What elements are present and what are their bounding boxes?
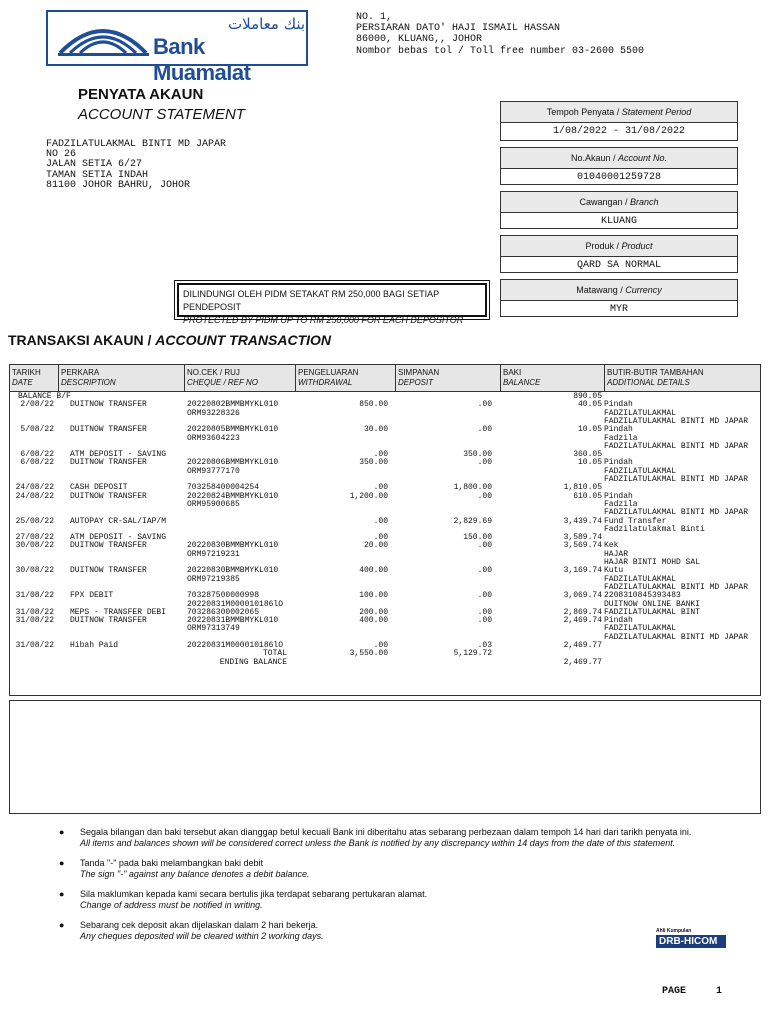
row-balance: 3,169.74 [563,566,602,576]
row-date: 31/08/22 [15,591,54,601]
table-header [10,365,760,392]
row-withdrawal: 100.00 [359,591,388,601]
row-balance: 1,810.05 [563,483,602,493]
row-deposit: 2,829.69 [453,516,492,526]
row-ref: 20220802BMMBMYKL010 [187,400,279,410]
row-description: DUITNOW TRANSFER [70,491,147,501]
bank-logo [46,10,308,85]
row-date: 2/08/22 [20,400,54,410]
row-additional: Pindah [604,616,633,626]
note-english: All items and balances shown will be considered correct unless the Bank is notified by any discrepancy within 14 days from the date of this statement. [80,837,676,848]
row-description: DUITNOW TRANSFER [70,616,147,626]
title-english: ACCOUNT STATEMENT [78,106,245,123]
product-label: Produk / Product [501,236,737,257]
row-additional: Kek [604,541,619,551]
row-additional: FADZILATULAKMAL BINTI MD JAPAR [604,508,749,518]
row-deposit: .00 [477,591,492,601]
col-balance: BAKI BALANCE [503,368,541,387]
row-deposit: .00 [477,400,492,410]
row-date: 31/08/22 [15,607,54,617]
row-additional: Pindah [604,425,633,435]
note-english: The sign "-" against any balance denotes a debit balance. [80,868,310,879]
row-additional: Pindah [604,400,633,410]
account-number-label: No.Akaun / Account No. [501,148,737,169]
row-withdrawal: 30.00 [363,425,388,435]
row-additional: FADZILATULAKMAL [604,624,677,634]
row-deposit: .00 [477,491,492,501]
row-date: 6/08/22 [20,450,54,460]
row-description: ATM DEPOSIT - SAVING [70,450,167,460]
row-description: DUITNOW TRANSFER [70,400,147,410]
note-item: ● Sebarang cek deposit akan dijelaskan dalam 2 hari bekerja. Any cheques deposited will be cleared within 2 working days. [59,920,324,941]
col-description: PERKARA DESCRIPTION [61,368,116,387]
row-balance: 3,589.74 [563,533,602,543]
row-additional: HAJAR [604,549,629,559]
row-description: DUITNOW TRANSFER [70,425,147,435]
row-additional: FADZILATULAKMAL BINTI MD JAPAR [604,416,749,426]
note-english: Change of address must be notified in writing. [80,899,263,910]
row-balance: 3,569.74 [563,541,602,551]
row-ref: 20220831M000010186lO [187,641,284,650]
col-date: TARIKH DATE [12,368,41,387]
row-deposit: 350.00 [463,450,492,460]
note-item: ● Tanda "-" pada baki melambangkan baki debit The sign "-" against any balance denotes a debit balance. [59,858,310,879]
row-date: BALANCE B/F [18,392,71,401]
row-ref: ORM93604223 [187,433,240,443]
row-description: AUTOPAY CR-SAL/IAP/M [70,516,167,526]
row-deposit: 5,129.72 [453,649,492,659]
row-balance: 40.05 [577,400,602,410]
col-deposit: SIMPANAN DEPOSIT [398,368,440,387]
row-ref: ORM97313749 [187,624,240,634]
bank-arabic-name: بنك معاملات [228,15,306,33]
row-additional: FADZILATULAKMAL [604,408,677,418]
row-ref: ORM97219385 [187,574,240,584]
row-description: ATM DEPOSIT - SAVING [70,533,167,543]
row-ref: 703287500000998 [187,591,260,601]
pidm-malay: DILINDUNGI OLEH PIDM SETAKAT RM 250,000 BAGI SETIAP PENDEPOSIT [183,289,439,312]
row-additional: FADZILATULAKMAL BINTI MD JAPAR [604,582,749,592]
row-withdrawal: 350.00 [359,458,388,468]
row-description: DUITNOW TRANSFER [70,541,147,551]
row-description: FPX DEBIT [70,591,114,601]
row-additional: FADZILATULAKMAL BINT [604,607,701,617]
note-malay: Tanda "-" pada baki melambangkan baki debit [80,858,264,868]
row-balance: 890.05 [573,392,602,401]
row-additional: DUITNOW ONLINE BANKI [604,599,701,609]
branch-label: Cawangan / Branch [501,192,737,213]
row-ref: 20220830BMMBMYKL010 [187,541,279,551]
row-deposit: .00 [477,566,492,576]
row-withdrawal: 20.00 [363,541,388,551]
row-balance: 360.05 [573,450,602,460]
row-withdrawal: .00 [373,516,388,526]
row-deposit: .00 [477,607,492,617]
row-ref: 703286300002065 [187,607,260,617]
row-withdrawal: 3,550.00 [349,649,388,659]
row-ref: 20220824BMMBMYKL010 [187,491,279,501]
row-additional: FADZILATULAKMAL [604,574,677,584]
row-ref: ENDING BALANCE [219,657,287,667]
row-balance: 2,469.77 [563,657,602,667]
row-balance: 3,439.74 [563,516,602,526]
row-deposit: 150.00 [463,533,492,543]
row-withdrawal: .00 [373,641,388,650]
row-ref: 20220831M000010186lO [187,599,284,609]
table-row [10,658,760,668]
row-ref: ORM93228326 [187,408,240,418]
row-withdrawal: 400.00 [359,616,388,626]
row-deposit: .00 [477,616,492,626]
note-item: ● Segala bilangan dan baki tersebut akan dianggap betul kecuali Bank ini diberitahu atas sebarang perbezaan dalam tempoh 14 hari dari tarikh penyata ini. All items and balances shown will be considered correct unless the Bank is notified by any discrepancy within 14 days from the date of this statement. [59,827,692,848]
row-withdrawal: 1,200.00 [349,491,388,501]
statement-period-value: 1/08/2022 - 31/08/2022 [552,126,686,137]
row-additional: Kutu [604,566,624,576]
row-balance: 2,469.74 [563,616,602,626]
row-description: DUITNOW TRANSFER [70,566,147,576]
drb-member-label: Ahli Kumpulan [656,928,692,934]
row-date: 30/08/22 [15,541,54,551]
row-date: 24/08/22 [15,483,54,493]
account-number-box [500,147,738,185]
row-deposit: 1,800.00 [453,483,492,493]
row-additional: Fadzila [604,433,638,443]
row-description: Hibah Paid [70,641,119,650]
row-additional: 2208310845393483 [604,591,681,601]
row-ref: 20220805BMMBMYKL010 [187,425,279,435]
row-additional: Fadzila [604,499,638,509]
col-additional: BUTIR-BUTIR TAMBAHAN ADDITIONAL DETAILS [607,368,704,387]
bank-name: Bank Muamalat [153,34,251,85]
statement-period-box [500,101,738,141]
row-balance: 3,069.74 [563,591,602,601]
row-ref: 703258400004254 [187,483,260,493]
row-ref: ORM93777170 [187,466,240,476]
row-balance: 10.05 [577,425,602,435]
row-additional: Pindah [604,491,633,501]
row-additional: FADZILATULAKMAL BINTI MD JAPAR [604,441,749,451]
row-date: 24/08/22 [15,491,54,501]
col-ref: NO.CEK / RUJ CHEQUE / REF NO [187,368,258,387]
product-box [500,235,738,273]
transaction-table [9,364,761,696]
branch-box [500,191,738,229]
page-indicator: PAGE 1 [662,986,723,997]
row-withdrawal: 850.00 [359,400,388,410]
section-title: TRANSAKSI AKAUN / ACCOUNT TRANSACTION [8,332,332,348]
statement-period-label: Tempoh Penyata / Statement Period [501,102,737,123]
note-malay: Sila maklumkan kepada kami secara bertulis jika terdapat sebarang pertukaran alamat. [80,889,428,899]
row-additional: HAJAR BINTI MOHD SAL [604,558,701,567]
row-date: 31/08/22 [15,616,54,626]
pidm-notice [174,280,490,325]
row-withdrawal: .00 [373,483,388,493]
row-description: CASH DEPOSIT [70,483,128,493]
row-date: 30/08/22 [15,566,54,576]
row-balance: 2,869.74 [563,607,602,617]
row-date: 25/08/22 [15,516,54,526]
title-malay: PENYATA AKAUN [78,86,204,103]
row-ref: 20220806BMMBMYKL010 [187,458,279,468]
pidm-english: PROTECTED BY PIDM UP TO RM 250,000 FOR EACH DEPOSITOR [183,315,464,325]
row-additional: Fadzilatulakmal Binti [604,524,705,534]
drb-name: DRB-HICOM [656,935,726,948]
row-balance: 2,469.77 [563,641,602,650]
branch-address: NO. 1, PERSIARAN DATO' HAJI ISMAIL HASSAN 86000, KLUANG,, JOHOR Nombor bebas tol / Toll free number 03-2600 5500 [356,12,645,57]
note-english: Any cheques deposited will be cleared within 2 working days. [80,930,324,941]
row-additional: FADZILATULAKMAL BINTI MD JAPAR [604,632,749,642]
drb-hicom-logo [656,928,726,948]
row-date: 27/08/22 [15,533,54,543]
row-deposit: .03 [477,641,492,650]
row-withdrawal: .00 [373,533,388,543]
row-date: 31/08/22 [15,641,54,650]
row-balance: 10.05 [577,458,602,468]
row-ref: 20220831BMMBMYKL010 [187,616,279,626]
row-date: 5/08/22 [20,425,54,435]
product-value: QARD SA NORMAL [576,260,661,271]
branch-value: KLUANG [600,216,637,227]
row-date: 6/08/22 [20,458,54,468]
remarks-box [9,700,761,814]
row-ref: TOTAL [262,649,287,659]
currency-value: MYR [609,304,628,315]
row-balance: 610.05 [573,491,602,501]
row-additional: Fund Transfer [604,516,667,526]
account-number-value: 01040001259728 [576,172,661,183]
row-withdrawal: 400.00 [359,566,388,576]
customer-address: FADZILATULAKMAL BINTI MD JAPAR NO 26 JALAN SETIA 6/27 TAMAN SETIA INDAH 81100 JOHOR BAHRU, JOHOR [46,139,227,191]
col-withdrawal: PENGELUARAN WITHDRAWAL [298,368,359,387]
row-deposit: .00 [477,425,492,435]
row-ref: 20220830BMMBMYKL010 [187,566,279,576]
note-item: ● Sila maklumkan kepada kami secara bertulis jika terdapat sebarang pertukaran alamat. Change of address must be notified in writing. [59,889,428,910]
row-additional: FADZILATULAKMAL [604,466,677,476]
muamalat-emblem-icon [56,17,151,61]
currency-box [500,279,738,317]
row-additional: FADZILATULAKMAL BINTI MD JAPAR [604,475,749,484]
row-description: DUITNOW TRANSFER [70,458,147,468]
row-ref: ORM97219231 [187,549,240,559]
row-deposit: .00 [477,458,492,468]
row-ref: ORM95900685 [187,499,240,509]
currency-label: Matawang / Currency [501,280,737,301]
row-description: MEPS - TRANSFER DEBI [70,607,167,617]
note-malay: Sebarang cek deposit akan dijelaskan dalam 2 hari bekerja. [80,920,319,930]
row-withdrawal: 200.00 [359,607,388,617]
row-withdrawal: .00 [373,450,388,460]
note-malay: Segala bilangan dan baki tersebut akan dianggap betul kecuali Bank ini diberitahu atas sebarang perbezaan dalam tempoh 14 hari dari tarikh penyata ini. [80,827,692,837]
row-deposit: .00 [477,541,492,551]
row-additional: Pindah [604,458,633,468]
